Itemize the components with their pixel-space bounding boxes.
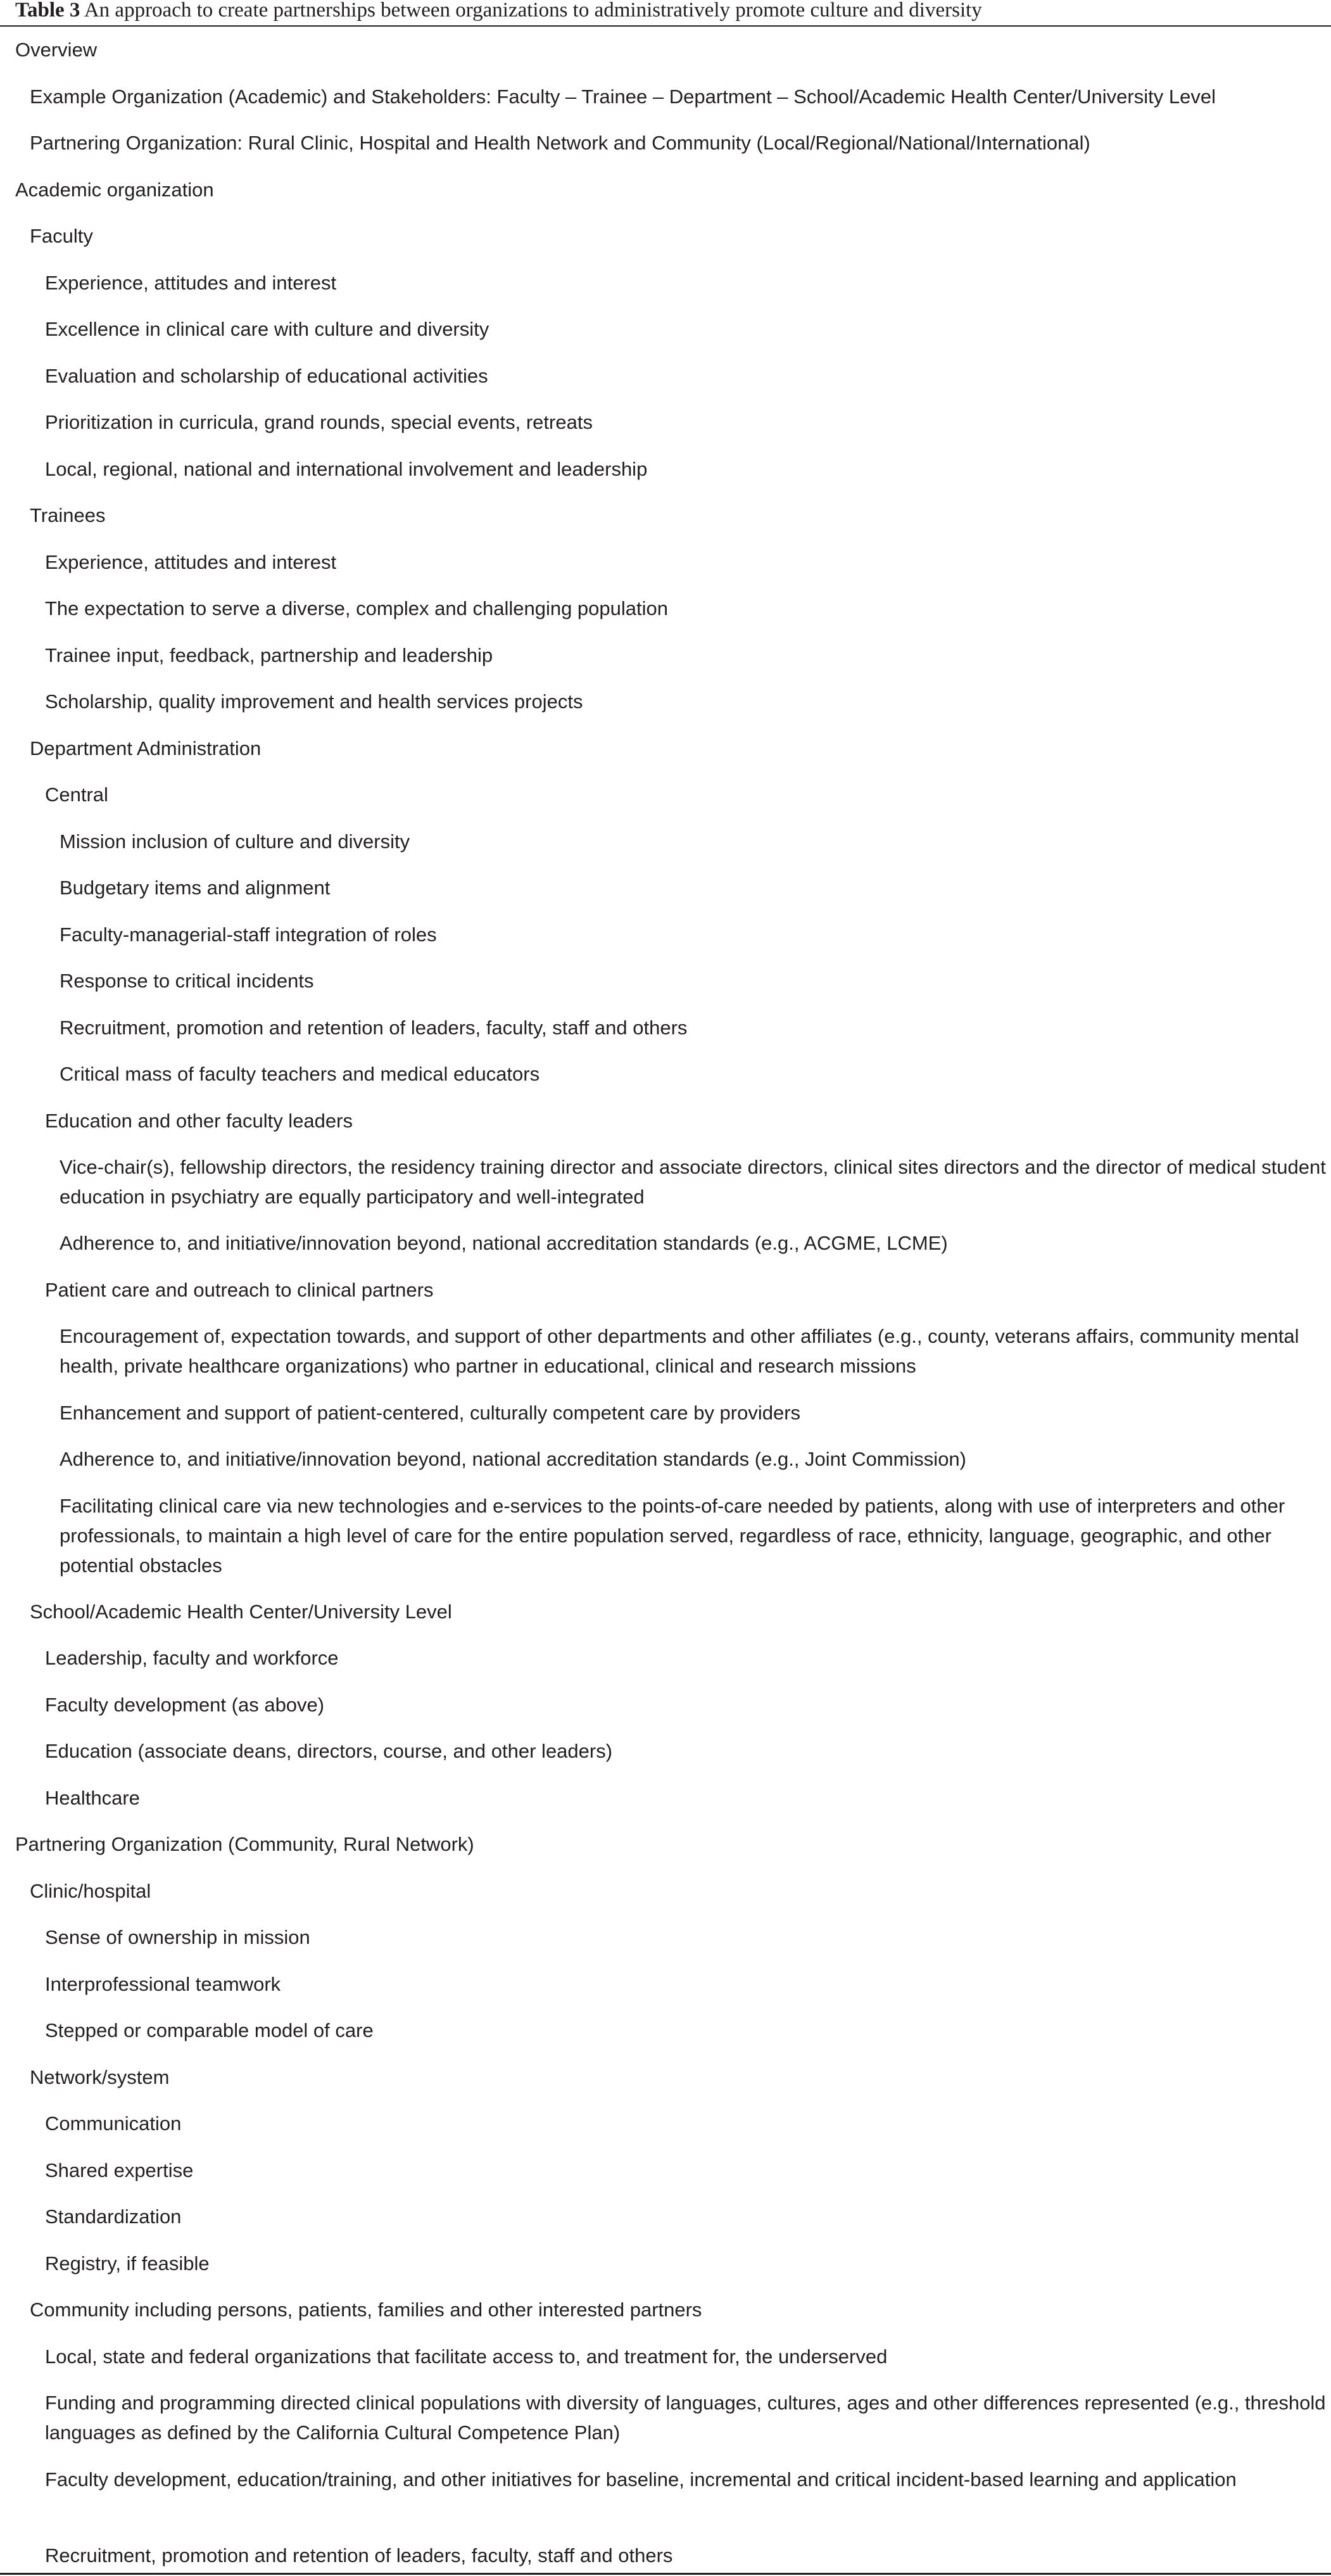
table-row: Scholarship, quality improvement and health services projects [45,690,583,713]
table-row: Facilitating clinical care via new technologies and e-services to the points-of-care needed by patients, along with use of interpreters and other professionals, to maintain a high level of care for the entire population served, regardless of race, ethnicity, language, geographic, and other potential obstacles [60,1495,1285,1577]
table-row: Standardization [45,2205,182,2228]
table-label: Table 3 [15,0,80,22]
table-row: Sense of ownership in mission [45,1926,310,1948]
top-rule [0,25,1331,27]
table-row: Recruitment, promotion and retention of leaders, faculty, staff and others [45,2544,673,2566]
table-row: Faculty development, education/training, and other initiatives for baseline, incremental and critical incident-based learning and application [45,2468,1237,2490]
table-row: Education and other faculty leaders [45,1110,353,1132]
table-row: Shared expertise [45,2159,194,2181]
table-row: Faculty [30,225,93,247]
table-row: Education (associate deans, directors, course, and other leaders) [45,1740,613,1762]
table-row: Encouragement of, expectation towards, and support of other departments and other affiliates (e.g., county, veterans affairs, community mental health, private healthcare organizations) who partner in educational, clinical and research missions [60,1325,1299,1377]
table-row: Trainees [30,504,106,526]
table-row: Experience, attitudes and interest [45,272,337,294]
table-row: Academic organization [15,179,214,201]
table-row: Registry, if feasible [45,2252,210,2275]
table-row: The expectation to serve a diverse, complex and challenging population [45,597,669,619]
table-row: Central [45,784,108,806]
table-row: Response to critical incidents [60,970,314,992]
table-row: Adherence to, and initiative/innovation beyond, national accreditation standards (e.g., ACGME, LCME) [60,1232,948,1254]
table-row: Faculty-managerial-staff integration of roles [60,923,437,946]
table-row: Enhancement and support of patient-centered, culturally competent care by providers [60,1402,801,1424]
table-row: Overview [15,39,98,61]
table-row: Department Administration [30,737,262,759]
table-row: Mission inclusion of culture and diversity [60,830,410,853]
table-row: Recruitment, promotion and retention of leaders, faculty, staff and others [60,1017,688,1039]
table-row: Communication [45,2112,182,2135]
table-caption [15,0,982,20]
table-row: Trainee input, feedback, partnership and leadership [45,644,493,666]
table-row: Budgetary items and alignment [60,877,331,899]
table-row: Partnering Organization (Community, Rural Network) [15,1833,474,1855]
table-row: Example Organization (Academic) and Stakeholders: Faculty – Trainee – Department – School/Academic Health Center/University Level [30,86,1216,108]
table-row: Interprofessional teamwork [45,1973,281,1995]
table-row: Local, regional, national and international involvement and leadership [45,458,648,480]
table-row: Patient care and outreach to clinical partners [45,1279,434,1301]
table-row: Critical mass of faculty teachers and medical educators [60,1063,540,1085]
table-row: Partnering Organization: Rural Clinic, Hospital and Health Network and Community (Local/Regional/National/International) [30,132,1090,154]
table-row: Adherence to, and initiative/innovation beyond, national accreditation standards (e.g., Joint Commission) [60,1448,966,1470]
table-row: Local, state and federal organizations that facilitate access to, and treatment for, the underserved [45,2345,888,2368]
table-row: Vice-chair(s), fellowship directors, the residency training director and associate directors, clinical sites directors and the director of medical student education in psychiatry are equally participatory and well-integrated [60,1156,1326,1208]
table-row: Evaluation and scholarship of educational activities [45,365,488,387]
table-row: Healthcare [45,1787,140,1809]
table-row: Stepped or comparable model of care [45,2019,374,2041]
table-row: Leadership, faculty and workforce [45,1647,339,1669]
bottom-rule [0,2573,1331,2575]
table-row: School/Academic Health Center/University Level [30,1601,452,1623]
table-caption-text: An approach to create partnerships between organizations to administratively promote culture and diversity [84,0,982,22]
table-row: Prioritization in curricula, grand rounds, special events, retreats [45,411,593,433]
table-row: Experience, attitudes and interest [45,551,337,573]
table-row: Clinic/hospital [30,1880,151,1902]
table-row: Excellence in clinical care with culture and diversity [45,318,489,340]
table-row: Network/system [30,2066,170,2088]
table-row: Funding and programming directed clinical populations with diversity of languages, cultures, ages and other differences represented (e.g., threshold languages as defined by the California Cultural Competence Plan) [45,2392,1326,2444]
table-row: Community including persons, patients, families and other interested partners [30,2299,702,2321]
table-row: Faculty development (as above) [45,1694,325,1716]
